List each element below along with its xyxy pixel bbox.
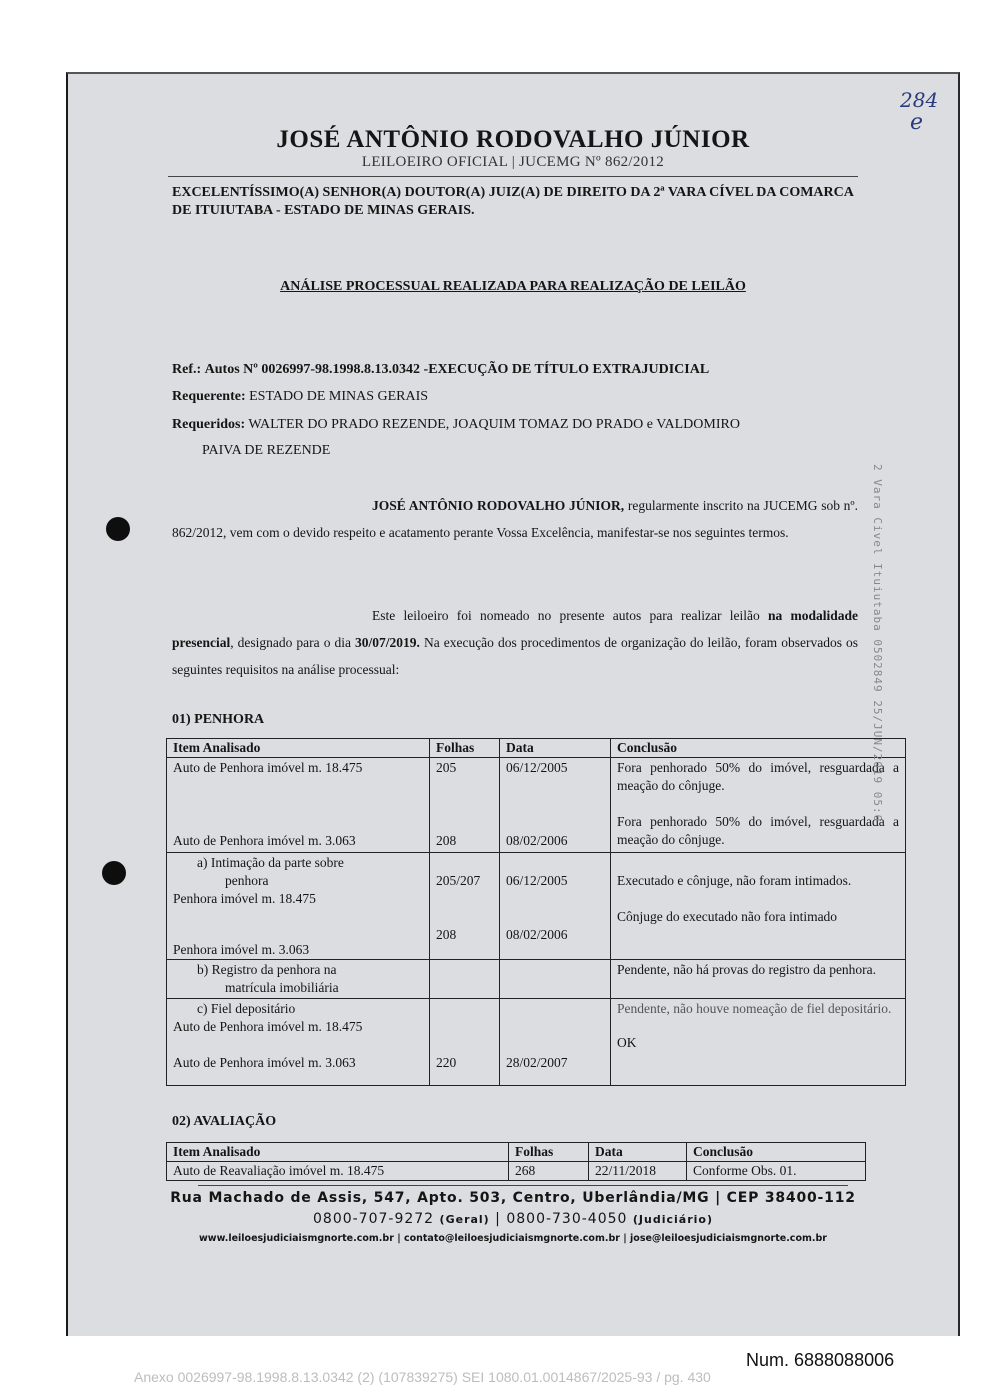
penhora-table <box>166 738 906 1086</box>
folhas-cell: 208 <box>436 833 457 848</box>
conclusao-cell: Cônjuge do executado não fora intimado <box>617 909 838 924</box>
table-header-row <box>167 1143 866 1162</box>
nomination-text-b: , designado para o dia <box>230 635 356 650</box>
col-folhas: Folhas <box>509 1143 589 1162</box>
table-header-row <box>167 739 906 758</box>
data-cell: 22/11/2018 <box>589 1162 687 1181</box>
conclusao-cell: Fora penhorado 50% do imóvel, resguardada a meação do cônjuge. <box>617 760 899 793</box>
item-cell: matrícula imobiliária <box>225 980 339 995</box>
ref-text: Autos Nº 0026997-98.1998.8.13.0342 -EXECUÇÃO DE TÍTULO EXTRAJUDICIAL <box>204 362 710 377</box>
item-cell: Auto de Reavaliação imóvel m. 18.475 <box>167 1162 509 1181</box>
table-row <box>167 758 906 853</box>
nomination-modality: na modalidade presencial <box>172 608 859 650</box>
intro-name: JOSÉ ANTÔNIO RODOVALHO JÚNIOR, <box>372 498 625 513</box>
reference-line <box>172 361 709 379</box>
conclusao-cell: Conforme Obs. 01. <box>687 1162 866 1181</box>
nomination-text-c: Na execução dos procedimentos de organização do leilão, foram observados os seguintes requisitos na análise processual: <box>172 635 858 677</box>
phone-judiciary: 0800-730-4050 <box>506 1211 628 1227</box>
footer-address: Rua Machado de Assis, 547, Apto. 503, Centro, Uberlândia/MG | CEP 38400-112 <box>170 1190 856 1206</box>
data-cell: 06/12/2005 <box>506 873 568 888</box>
ref-label: Ref.: <box>172 362 202 377</box>
conclusao-cell: OK <box>617 1035 637 1050</box>
header-divider <box>168 176 858 177</box>
nomination-date: 30/07/2019. <box>355 635 420 650</box>
item-cell: c) Fiel depositário <box>197 1001 296 1016</box>
conclusao-cell: Executado e cônjuge, não foram intimados. <box>617 873 852 888</box>
intro-paragraph <box>172 492 858 546</box>
document-heading: ANÁLISE PROCESSUAL REALIZADA PARA REALIZAÇÃO DE LEILÃO <box>280 279 746 294</box>
table-row <box>167 999 906 1086</box>
footer-divider <box>198 1185 848 1186</box>
item-cell: penhora <box>225 873 269 888</box>
item-cell: Penhora imóvel m. 18.475 <box>173 891 316 906</box>
col-conclusao: Conclusão <box>611 739 906 758</box>
requeridos-line <box>172 416 862 434</box>
section-avaliacao-title: 02) AVALIAÇÃO <box>172 1114 277 1129</box>
handwritten-page-number: 284 <box>900 88 939 112</box>
auctioneer-name: JOSÉ ANTÔNIO RODOVALHO JÚNIOR <box>276 126 750 153</box>
col-item: Item Analisado <box>167 1143 509 1162</box>
folhas-cell: 205 <box>436 760 457 775</box>
item-cell: b) Registro da penhora na <box>197 962 337 977</box>
requeridos-line-2: PAIVA DE REZENDE <box>202 443 331 458</box>
punch-hole <box>106 517 130 541</box>
item-cell: Auto de Penhora imóvel m. 18.475 <box>173 1019 363 1034</box>
col-data: Data <box>589 1143 687 1162</box>
phone-separator: | <box>495 1211 501 1227</box>
folhas-cell: 268 <box>509 1162 589 1181</box>
intro-text: regularmente inscrito na JUCEMG sob nº. 862/2012, vem com o devido respeito e acatamento perante Vossa Excelência, manifestar-se nos seguintes termos. <box>172 498 858 540</box>
nomination-text-a: Este leiloeiro foi nomeado no presente autos para realizar leilão <box>372 608 768 623</box>
nomination-paragraph <box>172 602 858 683</box>
folhas-cell: 208 <box>436 927 457 942</box>
data-cell: 06/12/2005 <box>506 760 568 775</box>
item-cell: Penhora imóvel m. 3.063 <box>173 942 310 957</box>
data-cell: 08/02/2006 <box>506 833 568 848</box>
item-cell: Auto de Penhora imóvel m. 3.063 <box>173 833 356 848</box>
folhas-cell: 220 <box>436 1055 457 1070</box>
punch-hole <box>102 861 126 885</box>
auctioneer-registration: LEILOEIRO OFICIAL | JUCEMG Nº 862/2012 <box>361 154 665 170</box>
requerente-value: ESTADO DE MINAS GERAIS <box>249 389 429 404</box>
requerente-label: Requerente: <box>172 389 246 404</box>
col-conclusao: Conclusão <box>687 1143 866 1162</box>
col-folhas: Folhas <box>430 739 500 758</box>
document-number: Num. 6888088006 <box>746 1350 895 1370</box>
data-cell: 08/02/2006 <box>506 927 568 942</box>
col-item: Item Analisado <box>167 739 430 758</box>
item-cell: Auto de Penhora imóvel m. 18.475 <box>173 760 363 775</box>
conclusao-cell: Pendente, não houve nomeação de fiel depositário. <box>617 1001 892 1016</box>
table-row <box>167 1162 866 1181</box>
phone-judiciary-label: (Judiciário) <box>632 1213 713 1226</box>
phone-general: 0800-707-9272 <box>313 1211 435 1227</box>
footer-phones <box>68 1211 958 1227</box>
requerente-line <box>172 388 428 406</box>
avaliacao-table <box>166 1142 866 1181</box>
conclusao-cell: Fora penhorado 50% do imóvel, resguardada a meação do cônjuge. <box>617 814 899 847</box>
item-cell: Auto de Penhora imóvel m. 3.063 <box>173 1055 356 1070</box>
table-row <box>167 960 906 999</box>
table-row <box>167 853 906 960</box>
phone-general-label: (Geral) <box>439 1213 490 1226</box>
data-cell: 28/02/2007 <box>506 1055 568 1070</box>
section-penhora-title: 01) PENHORA <box>172 712 265 727</box>
folhas-cell: 205/207 <box>436 873 481 888</box>
conclusao-cell: Pendente, não há provas do registro da penhora. <box>617 962 877 977</box>
requeridos-label: Requeridos: <box>172 417 246 432</box>
addressee: EXCELENTÍSSIMO(A) SENHOR(A) DOUTOR(A) JUIZ(A) DE DIREITO DA 2ª VARA CÍVEL DA COMARCA DE ITUIUTABA - ESTADO DE MINAS GERAIS. <box>172 185 854 218</box>
annex-reference: Anexo 0026997-98.1998.8.13.0342 (2) (107839275) SEI 1080.01.0014867/2025-93 / pg. 430 <box>134 1369 711 1385</box>
col-data: Data <box>500 739 611 758</box>
scanned-page <box>66 72 960 1336</box>
court-receipt-stamp: 2 Vara Civel Ituiutaba 0502849 25/JUN/2019 05:0 <box>871 464 884 823</box>
handwritten-mark: e <box>910 110 924 135</box>
footer-web-contacts: www.leiloesjudiciaismgnorte.com.br | contato@leiloesjudiciaismgnorte.com.br | jose@leiloesjudiciaismgnorte.com.br <box>199 1233 827 1244</box>
item-cell: a) Intimação da parte sobre <box>197 855 344 870</box>
requeridos-value-1: WALTER DO PRADO REZENDE, JOAQUIM TOMAZ DO PRADO e VALDOMIRO <box>248 417 740 432</box>
